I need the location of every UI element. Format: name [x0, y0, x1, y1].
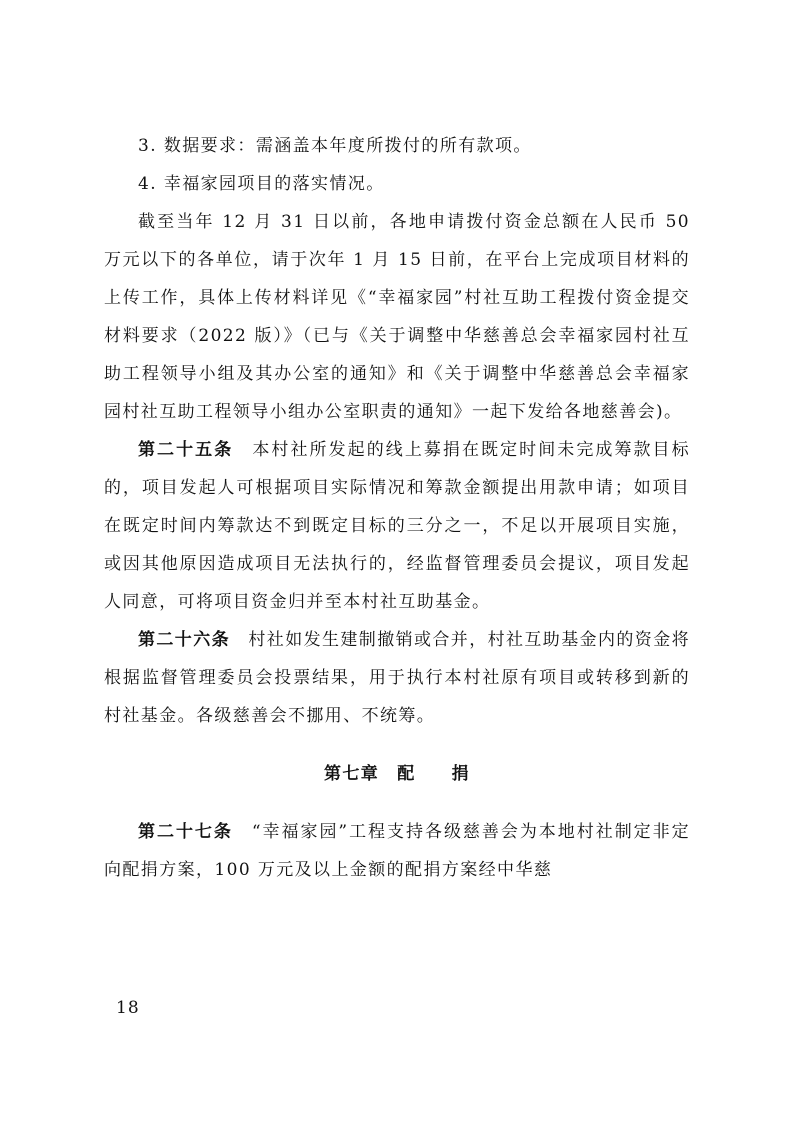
- article-27: [104, 813, 690, 889]
- article-25-text: 本村社所发起的线上募捐在既定时间未完成筹款目标的，项目发起人可根据项目实际情况和筹款金额提出用款申请；如项目在既定时间内筹款达不到既定目标的三分之一，不足以开展项目实施，或因其他原因造成项目无法执行的，经监督管理委员会提议，项目发起人同意，可将项目资金归并至本村社互助基金。: [104, 440, 691, 612]
- article-27-text: “幸福家园”工程支持各级慈善会为本地村社制定非定向配捐方案，100 万元及以上金额的配捐方案经中华慈: [104, 822, 691, 880]
- article-26: [104, 621, 690, 735]
- chapter-heading: [104, 755, 690, 793]
- chapter-title-part1: 配: [397, 764, 416, 784]
- chapter-title-part2: 捐: [451, 764, 470, 784]
- paragraph-submission-deadline: 截至当年 12 月 31 日以前，各地申请拨付资金总额在人民币 50 万元以下的各单位，请于次年 1 月 15 日前，在平台上完成项目材料的上传工作，具体上传材料详见《“幸福家园”村社互助工程拨付资金提交材料要求（2022 版）》（已与《关于调整中华慈善总会幸福家园村社互助工程领导小组及其办公室的通知》和《关于调整中华慈善总会幸福家园村社互助工程领导小组办公室职责的通知》一起下发给各地慈善会)。: [104, 212, 690, 422]
- chapter-number: 第七章: [323, 764, 380, 784]
- page-body: [104, 127, 690, 889]
- article-25: [104, 431, 690, 621]
- paragraph-data-requirement: 3. 数据要求：需涵盖本年度所拨付的所有款项。: [138, 136, 532, 156]
- article-25-label: 第二十五条: [138, 440, 234, 460]
- article-27-label: 第二十七条: [138, 822, 233, 842]
- article-26-text: 村社如发生建制撤销或合并，村社互助基金内的资金将根据监督管理委员会投票结果，用于执行本村社原有项目或转移到新的村社基金。各级慈善会不挪用、不统筹。: [104, 630, 691, 726]
- article-26-label: 第二十六条: [138, 630, 230, 650]
- page-number: 18: [116, 998, 140, 1018]
- paragraph-project-status: 4. 幸福家园项目的落实情况。: [138, 174, 385, 194]
